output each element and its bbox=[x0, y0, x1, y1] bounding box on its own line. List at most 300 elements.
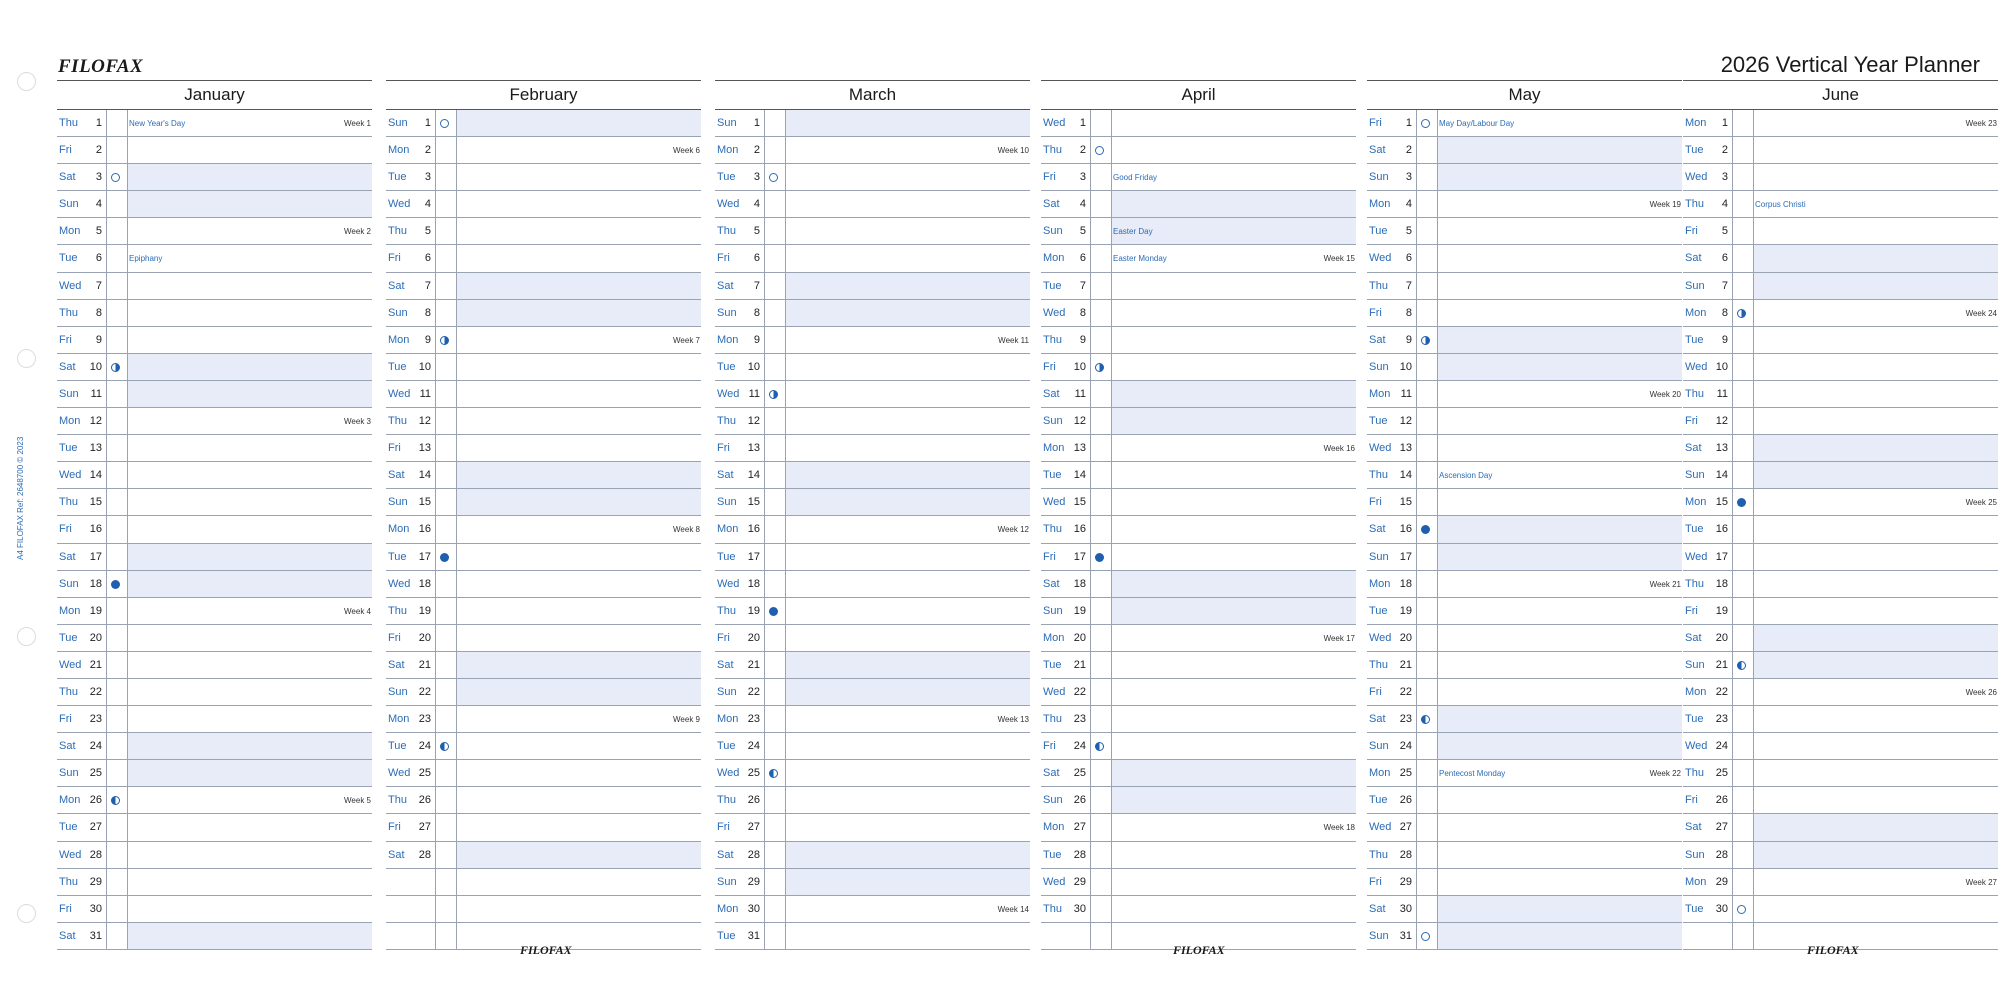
column-divider bbox=[1090, 110, 1091, 136]
day-row[interactable] bbox=[386, 706, 701, 733]
holiday-label: Epiphany bbox=[129, 254, 163, 264]
day-row[interactable] bbox=[1041, 571, 1356, 598]
day-row[interactable] bbox=[715, 814, 1030, 841]
day-row[interactable] bbox=[1041, 191, 1356, 218]
week-number: Week 12 bbox=[997, 525, 1029, 535]
column-divider bbox=[1090, 245, 1091, 271]
day-row[interactable] bbox=[715, 842, 1030, 869]
day-row[interactable] bbox=[1683, 814, 1998, 841]
day-row[interactable] bbox=[1367, 273, 1682, 300]
day-rows bbox=[715, 110, 1030, 950]
column-divider bbox=[1753, 245, 1754, 271]
weekday-label: Tue bbox=[717, 171, 736, 184]
day-row[interactable] bbox=[1683, 706, 1998, 733]
day-row[interactable] bbox=[1041, 381, 1356, 408]
day-row[interactable] bbox=[1683, 842, 1998, 869]
weekday-label: Sat bbox=[59, 550, 76, 563]
day-number: 29 bbox=[747, 875, 760, 888]
column-divider bbox=[785, 760, 786, 786]
day-row[interactable] bbox=[1367, 733, 1682, 760]
day-row[interactable] bbox=[1683, 489, 1998, 516]
moon-first-icon bbox=[1737, 309, 1746, 318]
day-row[interactable] bbox=[1367, 408, 1682, 435]
day-row[interactable] bbox=[386, 733, 701, 760]
day-row[interactable] bbox=[57, 652, 372, 679]
day-row[interactable] bbox=[1683, 218, 1998, 245]
day-row[interactable] bbox=[715, 544, 1030, 571]
day-row[interactable] bbox=[1041, 354, 1356, 381]
column-divider bbox=[1416, 191, 1417, 217]
day-row[interactable] bbox=[1041, 652, 1356, 679]
column-divider bbox=[1437, 814, 1438, 840]
column-divider bbox=[1753, 842, 1754, 868]
day-row[interactable] bbox=[1041, 733, 1356, 760]
weekday-label: Fri bbox=[717, 631, 730, 644]
day-row[interactable] bbox=[57, 137, 372, 164]
day-row[interactable] bbox=[1683, 625, 1998, 652]
day-row[interactable] bbox=[1367, 842, 1682, 869]
day-row[interactable] bbox=[1041, 489, 1356, 516]
day-row[interactable] bbox=[1367, 327, 1682, 354]
day-number: 3 bbox=[95, 171, 102, 184]
day-row[interactable] bbox=[57, 381, 372, 408]
day-row[interactable] bbox=[57, 571, 372, 598]
day-number: 13 bbox=[747, 442, 760, 455]
day-row[interactable] bbox=[1041, 842, 1356, 869]
day-row[interactable] bbox=[57, 706, 372, 733]
column-divider bbox=[785, 896, 786, 922]
weekday-label: Mon bbox=[717, 523, 739, 536]
column-divider bbox=[764, 516, 765, 542]
weekday-label: Sun bbox=[717, 306, 737, 319]
day-number: 14 bbox=[747, 469, 760, 482]
day-row[interactable] bbox=[386, 814, 701, 841]
weekend-shade bbox=[456, 110, 701, 136]
day-row[interactable] bbox=[1041, 787, 1356, 814]
day-row[interactable] bbox=[386, 571, 701, 598]
weekday-label: Mon bbox=[388, 523, 410, 536]
day-row[interactable] bbox=[57, 544, 372, 571]
column-divider bbox=[785, 544, 786, 570]
day-number: 15 bbox=[89, 496, 102, 509]
column-divider bbox=[1732, 435, 1733, 461]
day-row[interactable] bbox=[715, 733, 1030, 760]
day-row[interactable] bbox=[1367, 625, 1682, 652]
weekday-label: Mon bbox=[59, 415, 81, 428]
day-row[interactable] bbox=[1683, 544, 1998, 571]
day-row[interactable] bbox=[1683, 245, 1998, 272]
day-row[interactable] bbox=[715, 245, 1030, 272]
day-row[interactable] bbox=[1041, 679, 1356, 706]
day-row[interactable] bbox=[1367, 300, 1682, 327]
day-row[interactable] bbox=[1367, 110, 1682, 137]
column-divider bbox=[1416, 489, 1417, 515]
day-row[interactable] bbox=[57, 625, 372, 652]
day-row[interactable] bbox=[1041, 327, 1356, 354]
day-row[interactable] bbox=[1041, 408, 1356, 435]
day-row[interactable] bbox=[57, 733, 372, 760]
day-row[interactable] bbox=[386, 218, 701, 245]
column-divider bbox=[1111, 923, 1112, 949]
day-row[interactable] bbox=[386, 273, 701, 300]
day-row[interactable] bbox=[386, 842, 701, 869]
day-row[interactable] bbox=[57, 760, 372, 787]
day-row[interactable] bbox=[57, 516, 372, 543]
day-rows bbox=[386, 110, 701, 950]
day-row[interactable] bbox=[386, 462, 701, 489]
day-row[interactable] bbox=[1041, 300, 1356, 327]
day-row[interactable] bbox=[1041, 814, 1356, 841]
day-row[interactable] bbox=[715, 516, 1030, 543]
day-row[interactable] bbox=[1041, 625, 1356, 652]
day-row[interactable] bbox=[1683, 164, 1998, 191]
day-number: 30 bbox=[1715, 902, 1728, 915]
column-divider bbox=[764, 814, 765, 840]
day-row[interactable] bbox=[57, 245, 372, 272]
weekend-shade bbox=[456, 489, 701, 515]
day-row[interactable] bbox=[1683, 896, 1998, 923]
day-number: 15 bbox=[1073, 496, 1086, 509]
day-row[interactable] bbox=[715, 489, 1030, 516]
day-row[interactable] bbox=[715, 408, 1030, 435]
day-row[interactable] bbox=[715, 652, 1030, 679]
weekend-shade bbox=[1111, 408, 1356, 434]
day-row[interactable] bbox=[1367, 435, 1682, 462]
column-divider bbox=[435, 381, 436, 407]
day-row[interactable] bbox=[715, 625, 1030, 652]
day-row[interactable] bbox=[386, 489, 701, 516]
day-row[interactable] bbox=[1041, 706, 1356, 733]
column-divider bbox=[1416, 814, 1417, 840]
day-row[interactable] bbox=[1367, 544, 1682, 571]
day-number: 5 bbox=[753, 225, 760, 238]
day-number: 20 bbox=[418, 631, 431, 644]
day-row[interactable] bbox=[1041, 896, 1356, 923]
day-row[interactable] bbox=[1041, 110, 1356, 137]
day-row[interactable] bbox=[1683, 760, 1998, 787]
day-row[interactable] bbox=[1683, 787, 1998, 814]
day-row[interactable] bbox=[386, 435, 701, 462]
day-row[interactable] bbox=[1367, 191, 1682, 218]
weekday-label: Fri bbox=[59, 333, 72, 346]
day-row[interactable] bbox=[1367, 679, 1682, 706]
column-divider bbox=[1111, 191, 1112, 217]
day-number: 23 bbox=[1399, 713, 1412, 726]
weekday-label: Thu bbox=[59, 306, 78, 319]
day-row[interactable] bbox=[715, 462, 1030, 489]
day-row[interactable] bbox=[1367, 571, 1682, 598]
column-divider bbox=[1111, 869, 1112, 895]
day-number: 7 bbox=[95, 279, 102, 292]
day-row[interactable] bbox=[1041, 137, 1356, 164]
day-row[interactable] bbox=[715, 706, 1030, 733]
day-row[interactable] bbox=[57, 273, 372, 300]
column-divider bbox=[1732, 408, 1733, 434]
column-divider bbox=[1753, 381, 1754, 407]
week-number: Week 25 bbox=[1965, 498, 1997, 508]
column-divider bbox=[1732, 760, 1733, 786]
day-row[interactable] bbox=[1683, 273, 1998, 300]
day-row[interactable] bbox=[1683, 652, 1998, 679]
day-row[interactable] bbox=[57, 814, 372, 841]
weekday-label: Sun bbox=[388, 117, 408, 129]
day-row[interactable] bbox=[1683, 598, 1998, 625]
day-row[interactable] bbox=[57, 191, 372, 218]
moon-first-icon bbox=[769, 390, 778, 399]
column-divider bbox=[456, 300, 457, 326]
day-row[interactable] bbox=[1683, 300, 1998, 327]
day-row[interactable] bbox=[715, 923, 1030, 950]
month-column-april bbox=[1041, 80, 1356, 950]
weekend-shade bbox=[127, 164, 372, 190]
day-row[interactable] bbox=[715, 218, 1030, 245]
column-divider bbox=[1090, 652, 1091, 678]
day-row[interactable] bbox=[1367, 869, 1682, 896]
day-row[interactable] bbox=[715, 787, 1030, 814]
day-row[interactable] bbox=[1041, 462, 1356, 489]
day-row[interactable] bbox=[57, 842, 372, 869]
day-row[interactable] bbox=[1367, 489, 1682, 516]
day-row[interactable] bbox=[1683, 327, 1998, 354]
day-row[interactable] bbox=[1041, 218, 1356, 245]
day-row[interactable] bbox=[1683, 381, 1998, 408]
day-row[interactable] bbox=[386, 164, 701, 191]
column-divider bbox=[1753, 814, 1754, 840]
column-divider bbox=[1111, 327, 1112, 353]
day-number: 13 bbox=[1715, 442, 1728, 455]
day-row[interactable] bbox=[1367, 381, 1682, 408]
day-row[interactable] bbox=[715, 679, 1030, 706]
day-row[interactable] bbox=[715, 381, 1030, 408]
day-row[interactable] bbox=[386, 110, 701, 137]
day-number: 8 bbox=[95, 306, 102, 319]
column-divider bbox=[1437, 571, 1438, 597]
day-number: 4 bbox=[1721, 198, 1728, 211]
day-row[interactable] bbox=[386, 625, 701, 652]
day-row[interactable] bbox=[1683, 408, 1998, 435]
day-row[interactable] bbox=[1683, 191, 1998, 218]
day-row[interactable] bbox=[715, 896, 1030, 923]
day-row[interactable] bbox=[386, 544, 701, 571]
day-number: 7 bbox=[1079, 279, 1086, 292]
moon-first-icon bbox=[440, 336, 449, 345]
day-row[interactable] bbox=[1041, 435, 1356, 462]
day-number: 16 bbox=[1399, 523, 1412, 536]
day-row[interactable] bbox=[715, 327, 1030, 354]
column-divider bbox=[764, 435, 765, 461]
day-row[interactable] bbox=[57, 408, 372, 435]
weekday-label: Tue bbox=[1043, 658, 1062, 671]
day-row[interactable] bbox=[1683, 435, 1998, 462]
weekday-label: Mon bbox=[1369, 767, 1391, 780]
day-row[interactable] bbox=[386, 516, 701, 543]
day-row[interactable] bbox=[1041, 164, 1356, 191]
day-row[interactable] bbox=[715, 273, 1030, 300]
day-row[interactable] bbox=[715, 354, 1030, 381]
day-row[interactable] bbox=[1367, 462, 1682, 489]
day-row[interactable] bbox=[57, 218, 372, 245]
column-divider bbox=[785, 706, 786, 732]
day-row[interactable] bbox=[57, 110, 372, 137]
column-divider bbox=[435, 191, 436, 217]
weekday-label: Sat bbox=[1369, 713, 1386, 726]
day-row[interactable] bbox=[1367, 598, 1682, 625]
day-row[interactable] bbox=[386, 787, 701, 814]
column-divider bbox=[764, 869, 765, 895]
day-row[interactable] bbox=[386, 327, 701, 354]
day-number: 25 bbox=[89, 767, 102, 780]
day-row[interactable] bbox=[1367, 516, 1682, 543]
column-divider bbox=[435, 842, 436, 868]
day-rows bbox=[1041, 110, 1356, 950]
day-row[interactable] bbox=[1683, 869, 1998, 896]
weekend-shade bbox=[1753, 625, 1998, 651]
column-divider bbox=[127, 245, 128, 271]
column-divider bbox=[106, 733, 107, 759]
day-row[interactable] bbox=[1041, 273, 1356, 300]
column-divider bbox=[456, 652, 457, 678]
day-row[interactable] bbox=[715, 300, 1030, 327]
column-divider bbox=[1437, 598, 1438, 624]
day-row[interactable] bbox=[1367, 896, 1682, 923]
column-divider bbox=[1753, 869, 1754, 895]
day-row[interactable] bbox=[386, 760, 701, 787]
weekday-label: Sun bbox=[1685, 469, 1705, 482]
day-row[interactable] bbox=[715, 435, 1030, 462]
day-row[interactable] bbox=[1367, 787, 1682, 814]
day-row[interactable] bbox=[1683, 516, 1998, 543]
column-divider bbox=[1416, 245, 1417, 271]
column-divider bbox=[1416, 869, 1417, 895]
day-row[interactable] bbox=[715, 598, 1030, 625]
day-row[interactable] bbox=[715, 110, 1030, 137]
day-row[interactable] bbox=[1367, 245, 1682, 272]
weekday-label: Thu bbox=[388, 794, 407, 807]
day-row[interactable] bbox=[386, 652, 701, 679]
day-row[interactable] bbox=[1041, 869, 1356, 896]
day-row[interactable] bbox=[57, 327, 372, 354]
day-row[interactable] bbox=[57, 164, 372, 191]
day-row[interactable] bbox=[1683, 733, 1998, 760]
day-row[interactable] bbox=[715, 137, 1030, 164]
day-row[interactable] bbox=[1367, 164, 1682, 191]
day-row[interactable] bbox=[1683, 462, 1998, 489]
day-row[interactable] bbox=[386, 679, 701, 706]
weekday-label: Tue bbox=[1685, 523, 1704, 536]
day-row[interactable] bbox=[57, 598, 372, 625]
weekend-shade bbox=[1111, 760, 1356, 786]
day-row[interactable] bbox=[1367, 652, 1682, 679]
day-row[interactable] bbox=[386, 137, 701, 164]
column-divider bbox=[1416, 273, 1417, 299]
column-divider bbox=[1416, 327, 1417, 353]
column-divider bbox=[1416, 408, 1417, 434]
day-row[interactable] bbox=[386, 598, 701, 625]
day-row[interactable] bbox=[1041, 760, 1356, 787]
day-row[interactable] bbox=[1041, 245, 1356, 272]
day-row[interactable] bbox=[1683, 110, 1998, 137]
day-row[interactable] bbox=[386, 354, 701, 381]
day-number: 24 bbox=[1715, 740, 1728, 753]
day-row[interactable] bbox=[1683, 571, 1998, 598]
column-divider bbox=[435, 896, 436, 922]
weekday-label: Sun bbox=[1369, 171, 1389, 184]
column-divider bbox=[1732, 652, 1733, 678]
day-row[interactable] bbox=[1367, 923, 1682, 950]
day-row[interactable] bbox=[386, 408, 701, 435]
day-number: 20 bbox=[747, 631, 760, 644]
week-number: Week 16 bbox=[1323, 444, 1355, 454]
day-row[interactable] bbox=[1041, 598, 1356, 625]
day-row[interactable] bbox=[715, 191, 1030, 218]
column-divider bbox=[435, 652, 436, 678]
day-row[interactable] bbox=[386, 245, 701, 272]
page-title: 2026 Vertical Year Planner bbox=[1720, 52, 1980, 77]
column-divider bbox=[1437, 896, 1438, 922]
day-row[interactable] bbox=[715, 571, 1030, 598]
day-row[interactable] bbox=[1041, 516, 1356, 543]
day-row[interactable] bbox=[1367, 760, 1682, 787]
day-number: 24 bbox=[747, 740, 760, 753]
column-divider bbox=[1111, 787, 1112, 813]
column-divider bbox=[1437, 327, 1438, 353]
column-divider bbox=[1090, 435, 1091, 461]
day-row[interactable] bbox=[57, 787, 372, 814]
weekday-label: Sat bbox=[1369, 523, 1386, 536]
day-row[interactable] bbox=[1683, 679, 1998, 706]
day-row[interactable] bbox=[57, 435, 372, 462]
day-row[interactable] bbox=[57, 679, 372, 706]
day-row[interactable] bbox=[57, 923, 372, 950]
day-row[interactable] bbox=[715, 760, 1030, 787]
day-row[interactable] bbox=[1367, 814, 1682, 841]
day-row[interactable] bbox=[57, 489, 372, 516]
day-row[interactable] bbox=[57, 462, 372, 489]
day-row[interactable] bbox=[57, 354, 372, 381]
day-row[interactable] bbox=[1683, 354, 1998, 381]
day-row[interactable] bbox=[1367, 354, 1682, 381]
day-number: 7 bbox=[424, 279, 431, 292]
day-row[interactable] bbox=[1367, 137, 1682, 164]
weekday-label: Mon bbox=[1043, 821, 1065, 834]
day-row[interactable] bbox=[386, 300, 701, 327]
weekday-label: Wed bbox=[1685, 171, 1708, 184]
column-divider bbox=[1111, 842, 1112, 868]
column-divider bbox=[1732, 489, 1733, 515]
weekday-label: Tue bbox=[1043, 848, 1062, 861]
day-number: 17 bbox=[418, 550, 431, 563]
column-divider bbox=[785, 110, 786, 136]
column-divider bbox=[127, 273, 128, 299]
column-divider bbox=[127, 814, 128, 840]
day-number: 23 bbox=[1073, 713, 1086, 726]
day-row[interactable] bbox=[1367, 218, 1682, 245]
day-row[interactable] bbox=[1367, 706, 1682, 733]
day-row[interactable] bbox=[57, 896, 372, 923]
day-row[interactable] bbox=[715, 164, 1030, 191]
day-row[interactable] bbox=[1683, 137, 1998, 164]
day-row[interactable] bbox=[386, 191, 701, 218]
weekday-label: Sun bbox=[388, 685, 408, 698]
column-divider bbox=[435, 110, 436, 136]
day-row[interactable] bbox=[715, 869, 1030, 896]
day-row[interactable] bbox=[386, 381, 701, 408]
day-row[interactable] bbox=[1041, 544, 1356, 571]
day-row[interactable] bbox=[57, 300, 372, 327]
column-divider bbox=[785, 679, 786, 705]
day-row[interactable] bbox=[57, 869, 372, 896]
weekday-label: Wed bbox=[59, 658, 82, 671]
